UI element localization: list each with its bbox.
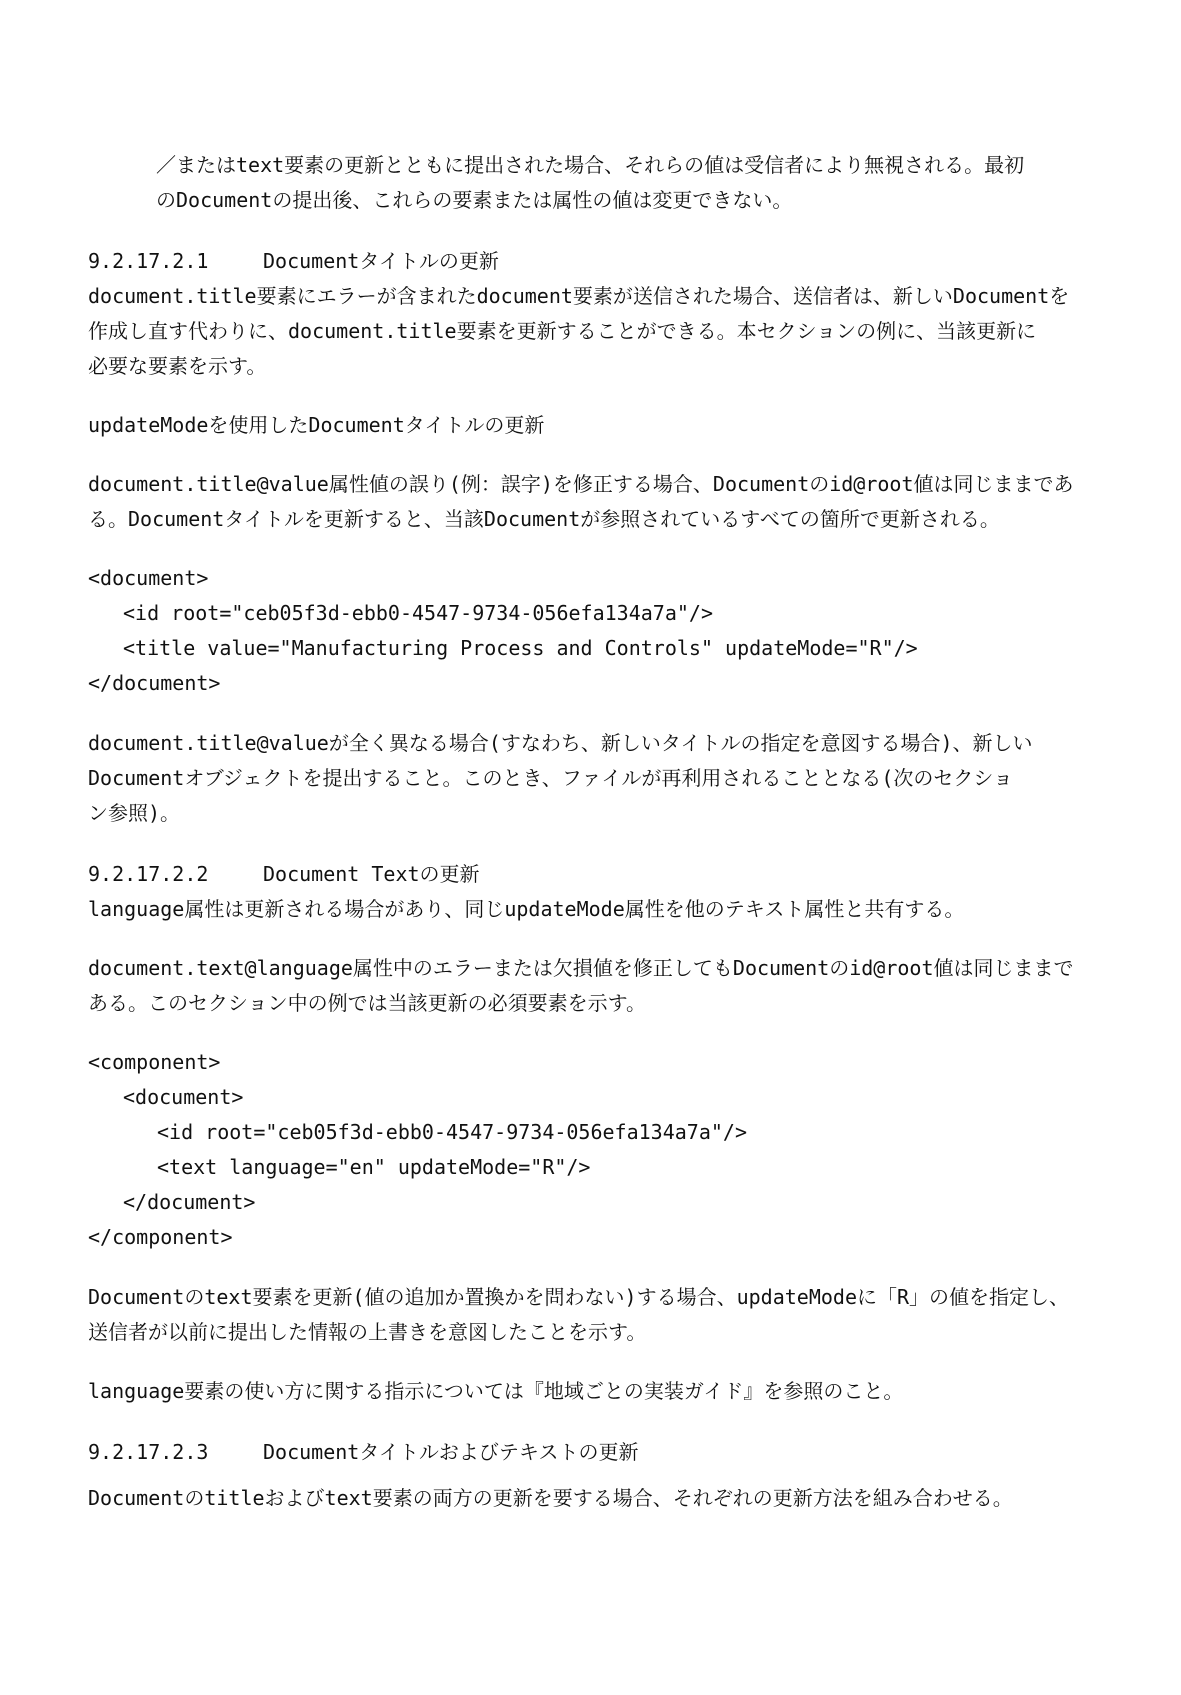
- section-title: Document Textの更新: [263, 862, 480, 886]
- paragraph-line: document.text@language属性中のエラーまたは欠損値を修正してもDocumentのid@root値は同じままで: [88, 956, 1074, 980]
- paragraph-line: language属性は更新される場合があり、同じupdateMode属性を他のテキスト属性と共有する。: [88, 897, 965, 921]
- section-number: 9.2.17.2.3: [88, 1440, 209, 1464]
- code-line: <document>: [88, 566, 209, 590]
- paragraph-line: language要素の使い方に関する指示については『地域ごとの実装ガイド』を参照のこと。: [88, 1379, 904, 1403]
- section-title: Documentタイトルおよびテキストの更新: [263, 1440, 639, 1464]
- section-number: 9.2.17.2.2: [88, 862, 209, 886]
- paragraph-line: document.title要素にエラーが含まれたdocument要素が送信された場合、送信者は、新しいDocumentを: [88, 284, 1070, 308]
- paragraph-line: る。Documentタイトルを更新すると、当該Documentが参照されているすべての箇所で更新される。: [88, 507, 1000, 531]
- paragraph-line: Documentのtitleおよびtext要素の両方の更新を要する場合、それぞれの更新方法を組み合わせる。: [88, 1486, 1013, 1510]
- code-line: <text language="en" updateMode="R"/>: [157, 1155, 591, 1179]
- code-line: </component>: [88, 1225, 233, 1249]
- paragraph-line: 必要な要素を示す。: [88, 354, 267, 378]
- section-heading-9-2-17-2-1: [88, 251, 499, 271]
- section-title: Documentタイトルの更新: [263, 249, 499, 273]
- code-line: <document>: [123, 1085, 244, 1109]
- code-line: <component>: [88, 1050, 221, 1074]
- code-line: <title value="Manufacturing Process and Controls" updateMode="R"/>: [123, 636, 918, 660]
- paragraph-line: 送信者が以前に提出した情報の上書きを意図したことを示す。: [88, 1320, 647, 1344]
- intro-line-2: のDocumentの提出後、これらの要素または属性の値は変更できない。: [156, 188, 793, 212]
- section-heading-9-2-17-2-3: [88, 1442, 639, 1462]
- code-line: </document>: [123, 1190, 256, 1214]
- paragraph-line: Documentのtext要素を更新(値の追加か置換かを問わない)する場合、updateModeに「R」の値を指定し、: [88, 1285, 1070, 1309]
- section-number: 9.2.17.2.1: [88, 249, 209, 273]
- subheading: updateModeを使用したDocumentタイトルの更新: [88, 413, 545, 437]
- paragraph-line: document.title@valueが全く異なる場合(すなわち、新しいタイトルの指定を意図する場合)、新しい: [88, 731, 1033, 755]
- code-line: <id root="ceb05f3d-ebb0-4547-9734-056efa134a7a"/>: [157, 1120, 748, 1144]
- paragraph-line: ある。このセクション中の例では当該更新の必須要素を示す。: [88, 991, 646, 1015]
- paragraph-line: document.title@value属性値の誤り(例：誤字)を修正する場合、Documentのid@root値は同じままであ: [88, 472, 1074, 496]
- code-line: </document>: [88, 671, 221, 695]
- paragraph-line: ン参照)。: [88, 801, 181, 825]
- paragraph-line: Documentオブジェクトを提出すること。このとき、ファイルが再利用されることとなる(次のセクショ: [88, 766, 1013, 790]
- paragraph-line: 作成し直す代わりに、document.title要素を更新することができる。本セクションの例に、当該更新に: [88, 319, 1037, 343]
- section-heading-9-2-17-2-2: [88, 864, 480, 884]
- intro-line-1: ／またはtext要素の更新とともに提出された場合、それらの値は受信者により無視される。最初: [156, 153, 1025, 177]
- code-line: <id root="ceb05f3d-ebb0-4547-9734-056efa134a7a"/>: [123, 601, 714, 625]
